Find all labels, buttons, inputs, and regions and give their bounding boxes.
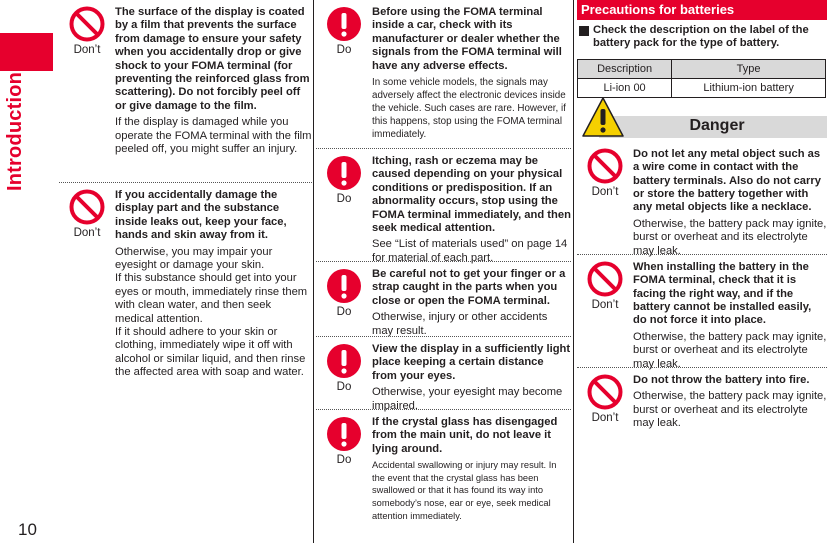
check-note (577, 24, 827, 51)
exclamation-icon (326, 343, 362, 379)
prohibited-icon (587, 374, 623, 410)
sidebar (0, 0, 55, 543)
item-heading: Before using the FOMA terminal inside a car, check with its manufacturer or dealer whether the signals from the FOMA terminal will have any adverse effects. (372, 6, 562, 72)
item-label: Do (336, 306, 352, 318)
item-heading: The surface of the display is coated by a film that prevents the surface from damage to ensure your safety when you accidentally drop or give shock to your FOMA terminal (for preventing the reinforced glass from scattering). Do not forcibly peel off or give damage to the film. (115, 6, 310, 112)
item-label: Don’t (591, 185, 619, 198)
section-heading: Precautions for batteries (577, 0, 827, 20)
exclamation-icon (326, 268, 362, 304)
item-label: Don’t (591, 411, 619, 424)
page-number: 10 (18, 520, 37, 539)
item-heading: Do not throw the battery into fire. (633, 373, 810, 386)
column-divider (573, 0, 574, 543)
battery-table (577, 59, 826, 98)
column-2 (316, 0, 571, 540)
instruction-item (316, 0, 571, 148)
item-heading: View the display in a sufficiently light place keeping a certain distance from your eyes. (372, 343, 571, 382)
item-body: If the display is damaged while you operate the FOMA terminal with the film peeled off, you might suffer an injury. (115, 116, 312, 156)
item-label: Do (336, 193, 352, 205)
table-cell: Lithium-ion battery (672, 78, 826, 97)
instruction-item (316, 409, 571, 540)
column-3 (577, 0, 827, 438)
exclamation-icon (326, 6, 362, 42)
item-label: Do (336, 454, 352, 466)
warning-item (577, 142, 827, 257)
danger-label: Danger (689, 116, 745, 134)
danger-banner (577, 114, 827, 140)
item-body: Otherwise, the battery pack may ignite, burst or overheat and its electrolyte may leak. (633, 217, 827, 257)
prohibited-icon (69, 189, 105, 225)
exclamation-icon (326, 155, 362, 191)
table-row (578, 78, 826, 97)
table-cell: Li-ion 00 (578, 78, 672, 97)
instruction-item (316, 148, 571, 264)
prohibited-icon (587, 148, 623, 184)
item-body: Otherwise, you may impair your eyesight or damage your skin. If this substance should get into your eyes or mouth, immediately rinse them with clean water, and then seek medical attention. If it should adhere to your skin or clothing, immediately wipe it off with alcohol or similar liquid, and then rinse the affected area with soap and water. (115, 245, 308, 379)
item-body: Otherwise, injury or other accidents may result. (372, 311, 548, 337)
item-heading: Be careful not to get your finger or a strap caught in the parts when you close or open the FOMA terminal. (372, 268, 566, 307)
warning-item (59, 182, 312, 383)
item-heading: When installing the battery in the FOMA terminal, check that it is facing the right way, and if the battery cannot be installed easily, do not force it into place. (633, 260, 812, 327)
item-heading: Do not let any metal object such as a wire come in contact with the battery terminals. Also do not carry or store the battery together with any metal objects like a necklace. (633, 147, 821, 214)
item-body: Otherwise, your eyesight may become impaired. (372, 386, 563, 412)
check-note-text: Check the description on the label of the battery pack for the type of battery. (593, 24, 809, 50)
prohibited-icon (587, 261, 623, 297)
section-title: Introduction (4, 71, 26, 191)
section-tab (0, 33, 53, 71)
item-label: Don’t (73, 227, 101, 239)
item-body: Otherwise, the battery pack may ignite, burst or overheat and its electrolyte may leak. (633, 390, 827, 430)
item-body: Otherwise, the battery pack may ignite, burst or overheat and its electrolyte may leak. (633, 330, 827, 370)
item-body: Accidental swallowing or injury may result. In the event that the crystal glass has been swallowed or that it has found its way into somebody’s nose, ear or eye, seek medical attention immediately. (372, 460, 557, 521)
item-body: In some vehicle models, the signals may adversely affect the electronic devices inside the vehicle. Such cases are rare. However, if this happens, stop using the FOMA terminal immediately. (372, 77, 566, 141)
table-header: Description (578, 59, 672, 78)
warning-item (577, 367, 827, 438)
item-label: Don’t (591, 298, 619, 311)
square-bullet-icon (579, 26, 589, 36)
warning-item (577, 254, 827, 370)
item-label: Don’t (73, 44, 101, 56)
instruction-item (316, 336, 571, 412)
item-heading: If the crystal glass has disengaged from the main unit, do not leave it lying around. (372, 416, 558, 455)
item-label: Do (336, 44, 352, 56)
column-divider (313, 0, 314, 543)
exclamation-icon (326, 416, 362, 452)
table-header: Type (672, 59, 826, 78)
warning-item (59, 0, 312, 182)
item-heading: Itching, rash or eczema may be caused depending on your physical conditions or predisposition. If an abnormality occurs, stop using the FOMA terminal immediately, and then seek medical attention. (372, 155, 571, 235)
instruction-item (316, 261, 571, 336)
item-heading: If you accidentally damage the display part and the substance inside leaks out, keep your face, hands and skin away from it. (115, 189, 287, 242)
prohibited-icon (69, 6, 105, 42)
column-1 (59, 0, 312, 383)
item-body: See “List of materials used” on page 14 for material of each part. (372, 238, 568, 264)
item-label: Do (336, 381, 352, 393)
